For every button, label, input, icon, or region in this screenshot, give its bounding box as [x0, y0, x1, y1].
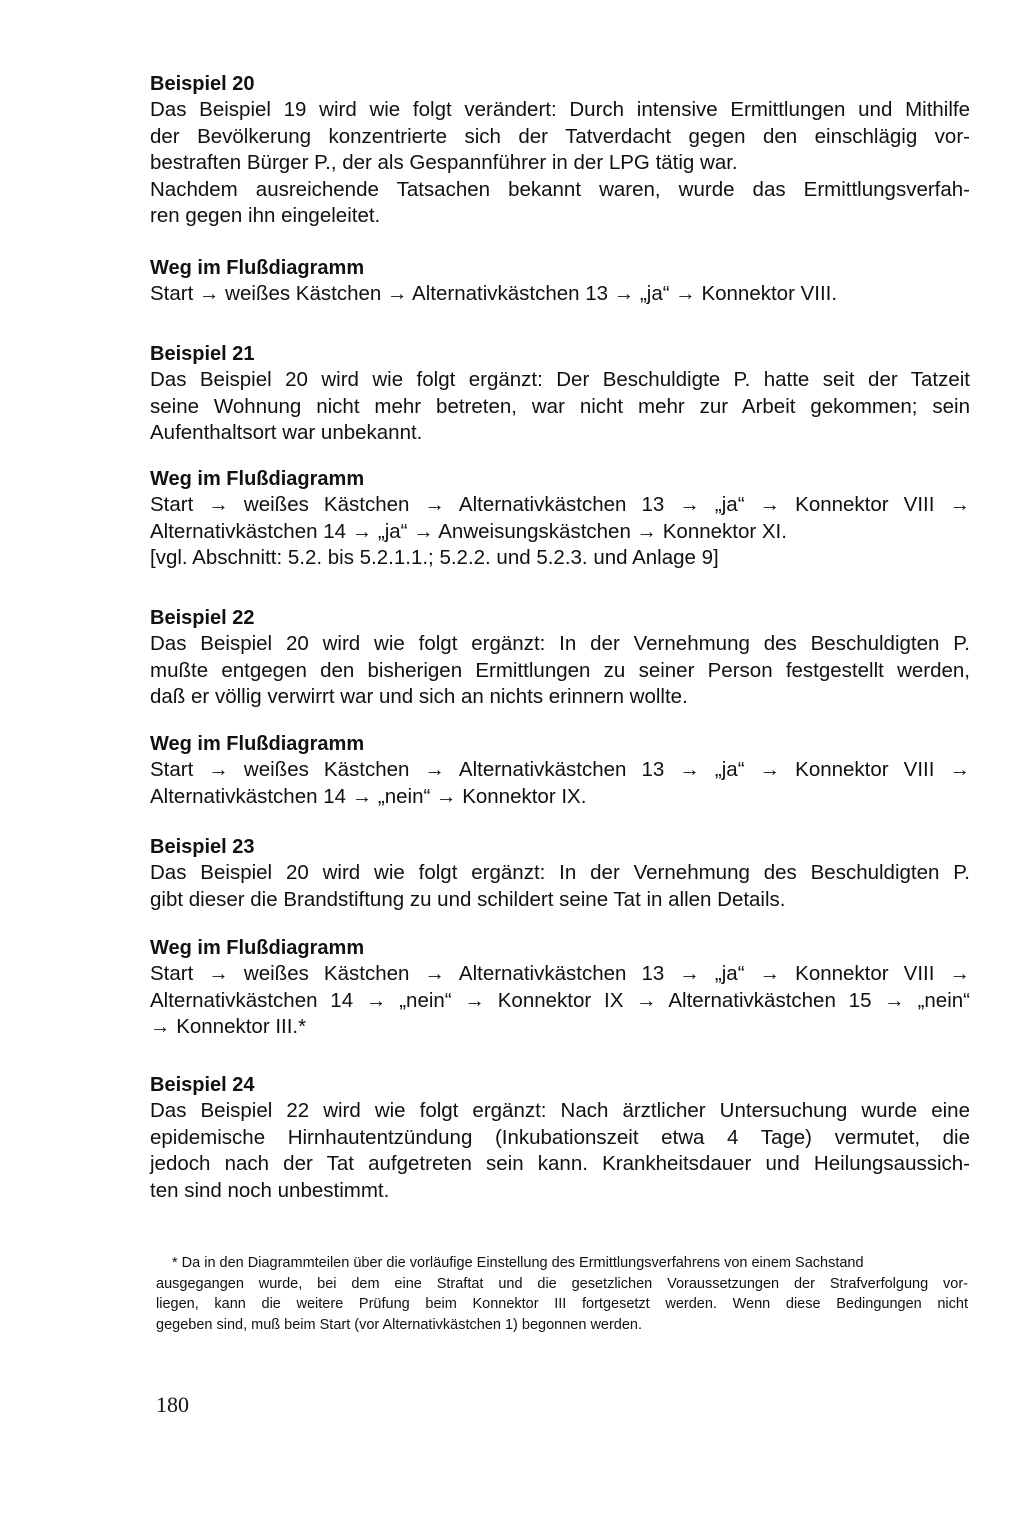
body-line: Alternativkästchen 14 → „nein“ → Konnektor IX.: [150, 784, 587, 808]
footnote: [156, 1253, 968, 1335]
body-line: Das Beispiel 20 wird wie folgt ergänzt: In der Vernehmung des Beschuldigten P.: [150, 861, 970, 884]
section-heading: Beispiel 23: [150, 836, 255, 858]
example-24: [150, 1072, 970, 1204]
footnote-line: ausgegangen wurde, bei dem eine Straftat und die gesetzlichen Voraussetzungen der Strafverfolgung vor-: [156, 1275, 968, 1292]
section-heading: Weg im Flußdiagramm: [150, 937, 365, 959]
body-line: Nachdem ausreichende Tatsachen bekannt waren, wurde das Ermittlungsverfah-: [150, 177, 970, 201]
body-line: jedoch nach der Tat aufgetreten sein kann. Krankheitsdauer und Heilungsaussich-: [150, 1152, 970, 1175]
body-line: epidemische Hirnhautentzündung (Inkubationszeit etwa 4 Tage) vermutet, die: [150, 1125, 970, 1149]
body-line: Start → weißes Kästchen → Alternativkästchen 13 → „ja“ → Konnektor VIII.: [150, 282, 838, 305]
section-heading: Weg im Flußdiagramm: [150, 257, 365, 279]
section-heading: Weg im Flußdiagramm: [150, 468, 365, 490]
body-line: mußte entgegen den bisherigen Ermittlungen zu seiner Person festgestellt werden,: [150, 658, 970, 682]
body-line: Alternativkästchen 14 → „nein“ → Konnektor IX → Alternativkästchen 15 → „nein“: [150, 988, 970, 1012]
footnote-line: liegen, kann die weitere Prüfung beim Konnektor III fortgesetzt werden. Wenn diese Bedingungen nicht: [156, 1296, 968, 1312]
footnote-line: * Da in den Diagrammteilen über die vorläufige Einstellung des Ermittlungsverfahrens von einem Sachstand: [172, 1255, 864, 1271]
section-heading: Beispiel 21: [150, 343, 255, 365]
flow-path-21: [150, 466, 970, 572]
body-line: → Konnektor III.*: [150, 1015, 307, 1038]
example-23: [150, 834, 970, 913]
body-line: Das Beispiel 20 wird wie folgt ergänzt: Der Beschuldigte P. hatte seit der Tatzeit: [150, 368, 970, 391]
body-line: seine Wohnung nicht mehr betreten, war nicht mehr zur Arbeit gekommen; sein: [150, 394, 970, 418]
body-line: Das Beispiel 19 wird wie folgt verändert: Durch intensive Ermittlungen und Mithilfe: [150, 98, 970, 121]
flow-path-23: [150, 935, 970, 1041]
section-heading: Beispiel 24: [150, 1074, 255, 1096]
body-line: der Bevölkerung konzentrierte sich der Tatverdacht gegen den einschlägig vor-: [150, 124, 970, 148]
flow-path-22: [150, 731, 970, 810]
flow-path-20: [150, 255, 970, 308]
example-21: [150, 341, 970, 447]
section-heading: Beispiel 20: [150, 73, 255, 95]
body-line: [vgl. Abschnitt: 5.2. bis 5.2.1.1.; 5.2.2. und 5.2.3. und Anlage 9]: [150, 546, 719, 569]
body-line: Das Beispiel 22 wird wie folgt ergänzt: Nach ärztlicher Untersuchung wurde eine: [150, 1099, 970, 1122]
body-line: Start → weißes Kästchen → Alternativkästchen 13 → „ja“ → Konnektor VIII →: [150, 962, 970, 985]
body-line: bestraften Bürger P., der als Gespannführer in der LPG tätig war.: [150, 151, 738, 174]
body-line: ren gegen ihn eingeleitet.: [150, 204, 381, 227]
page-number: 180: [156, 1392, 189, 1417]
body-line: Alternativkästchen 14 → „ja“ → Anweisungskästchen → Konnektor XI.: [150, 519, 787, 543]
example-22: [150, 605, 970, 711]
body-line: Start → weißes Kästchen → Alternativkästchen 13 → „ja“ → Konnektor VIII →: [150, 493, 970, 516]
section-heading: Weg im Flußdiagramm: [150, 733, 365, 755]
example-20: [150, 71, 970, 230]
footnote-line: gegeben sind, muß beim Start (vor Alternativkästchen 1) begonnen werden.: [156, 1316, 643, 1333]
body-line: Das Beispiel 20 wird wie folgt ergänzt: In der Vernehmung des Beschuldigten P.: [150, 632, 970, 655]
body-line: Aufenthaltsort war unbekannt.: [150, 421, 423, 444]
body-line: daß er völlig verwirrt war und sich an nichts erinnern wollte.: [150, 685, 688, 708]
body-line: Start → weißes Kästchen → Alternativkästchen 13 → „ja“ → Konnektor VIII →: [150, 758, 970, 781]
section-heading: Beispiel 22: [150, 607, 255, 629]
body-line: gibt dieser die Brandstiftung zu und schildert seine Tat in allen Details.: [150, 887, 786, 911]
body-line: ten sind noch unbestimmt.: [150, 1178, 390, 1202]
